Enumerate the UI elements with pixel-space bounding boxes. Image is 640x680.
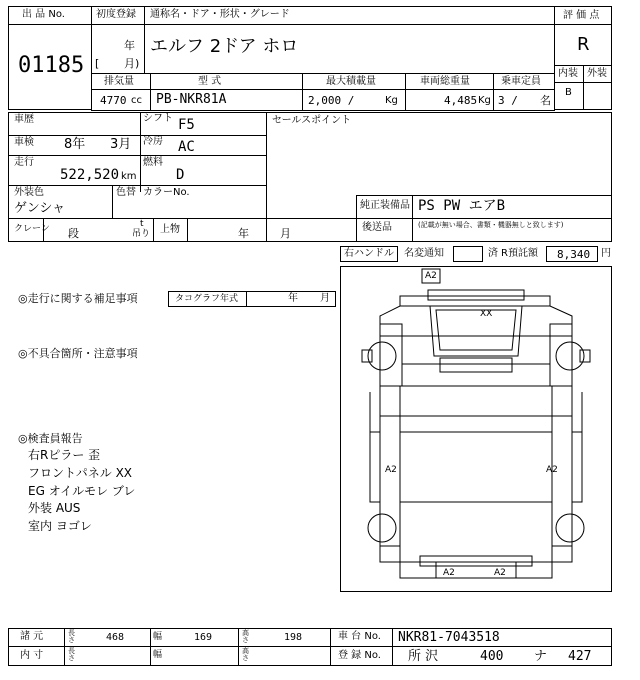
damage-mark: A2: [443, 568, 455, 578]
inspector-line: 右Rピラー 歪: [28, 448, 101, 462]
divider: [583, 65, 584, 110]
interior-score: B: [565, 87, 572, 98]
exterior-color-label: 外装色: [14, 187, 44, 198]
divider: [392, 628, 393, 666]
capacity-unit: 名: [540, 94, 551, 107]
width-value: 169: [194, 632, 213, 643]
inner-height-label: 高さ: [242, 647, 249, 663]
divider: [153, 218, 154, 242]
dimensions-table: [8, 628, 612, 666]
capacity-label: 乗車定員: [501, 76, 541, 87]
hoist-label: 上物: [160, 224, 180, 235]
divider: [330, 628, 331, 666]
rating-value: R: [577, 34, 590, 55]
divider: [246, 291, 247, 307]
damage-mark: XX: [480, 309, 493, 319]
max-load-label: 最大積載量: [326, 76, 376, 87]
divider: [112, 185, 113, 218]
hoist-month: 月: [280, 227, 291, 240]
equipment: PS PW エアB: [418, 198, 506, 214]
height-value: 198: [284, 632, 303, 643]
tachograph-month: 月: [320, 293, 330, 304]
inspection-month: 3月: [110, 137, 132, 152]
damage-mark: A2: [425, 271, 437, 281]
divider: [8, 646, 612, 647]
divider: [8, 185, 266, 186]
fuel-label: 燃料: [143, 157, 163, 168]
inspector-line: 外装 AUS: [28, 501, 81, 515]
fuel-value: D: [176, 167, 185, 183]
shift-label: シフト: [143, 113, 173, 124]
divider: [356, 195, 357, 242]
registration-class: 400: [480, 649, 504, 664]
month-label: 月): [124, 57, 140, 70]
capacity: 3 /: [498, 94, 518, 107]
registration-label: 登 録 No.: [338, 650, 381, 661]
crane-ton-t: t: [140, 219, 144, 229]
max-load-unit: Kg: [385, 95, 398, 106]
name-change-box: [453, 246, 483, 262]
car-name-label: 通称名・ドア・形状・グレード: [150, 9, 290, 20]
inner-length-label: 長さ: [68, 647, 75, 663]
divider: [8, 155, 266, 156]
hoist-year: 年: [238, 227, 249, 240]
warranty-label: 後送品: [362, 222, 392, 233]
total-weight: 4,485: [444, 94, 478, 107]
month-open: [: [95, 57, 100, 70]
divider: [43, 218, 44, 242]
crane-label: クレーン: [14, 224, 50, 234]
damage-mark: A2: [546, 465, 558, 475]
recycle-label: R預託額: [501, 248, 538, 259]
total-weight-label: 車両総重量: [420, 76, 470, 87]
divider: [238, 628, 239, 666]
divider: [140, 112, 141, 192]
divider: [187, 218, 188, 242]
divider: [64, 628, 65, 666]
displacement-unit: cc: [131, 95, 142, 106]
color-change-label: 色替: [116, 187, 136, 198]
displacement-label: 排気量: [104, 76, 134, 87]
first-registration-label: 初度登録: [96, 9, 136, 20]
inner-dimensions-label: 内 寸: [20, 650, 44, 661]
crane-stage: 段: [68, 227, 79, 240]
inspector-line: EG オイルモレ ブレ: [28, 484, 136, 498]
warranty-note: (記載が無い場合、書類・機器無しと致します): [418, 221, 564, 229]
inspection-label: 車検: [14, 137, 34, 148]
defects-label: ◎不具合箇所・注意事項: [18, 347, 138, 360]
registration-kana: ナ: [534, 649, 548, 664]
inspector-label: ◎検査員報告: [18, 432, 83, 445]
length-label: 長さ: [68, 629, 75, 645]
inspection-year: 8年: [64, 137, 86, 152]
length-value: 468: [106, 632, 125, 643]
tachograph-label: タコグラフ年式: [175, 294, 239, 304]
registration-number: 427: [568, 649, 592, 664]
divider: [91, 89, 555, 90]
right-hand-label: 右ハンドル: [344, 248, 394, 259]
color-number-label: カラーNo.: [143, 187, 190, 198]
max-load: 2,000 /: [308, 94, 355, 107]
car-name: エルフ 2ドア ホロ: [150, 36, 299, 57]
damage-mark: A2: [494, 568, 506, 578]
divider: [150, 628, 151, 666]
mileage-unit: km: [121, 171, 137, 182]
divider: [266, 112, 267, 242]
registration-place: 所 沢: [408, 649, 439, 664]
model: PB-NKR81A: [156, 92, 227, 107]
interior-label: 内装: [558, 68, 578, 79]
name-change-label: 名変通知: [404, 248, 444, 259]
inspector-line: 室内 ヨゴレ: [28, 519, 92, 533]
rating-label: 評 価 点: [563, 10, 600, 21]
divider: [356, 195, 612, 196]
divider: [150, 73, 151, 111]
chassis-label: 車 台 No.: [338, 631, 381, 642]
deposit-label: 済: [488, 248, 498, 259]
divider: [493, 73, 494, 111]
inner-width-label: 幅: [153, 650, 163, 660]
supplement-label: ◎走行に関する補足事項: [18, 292, 138, 305]
recycle-unit: 円: [601, 248, 611, 259]
divider: [412, 195, 413, 242]
history-label: 車歴: [14, 114, 34, 125]
divider: [144, 6, 145, 24]
divider: [8, 218, 612, 219]
divider: [8, 24, 92, 25]
mileage-label: 走行: [14, 157, 34, 168]
divider: [8, 135, 266, 136]
tachograph-year: 年: [288, 293, 298, 304]
exterior-label: 外装: [587, 68, 607, 79]
mileage-value: 522,520: [60, 167, 120, 183]
crane-ton: 吊り: [132, 229, 151, 239]
model-label: 型 式: [198, 76, 222, 87]
width-label: 幅: [153, 632, 163, 642]
divider: [405, 73, 406, 111]
sales-point-label: セールスポイント: [272, 115, 352, 126]
height-label: 高さ: [242, 629, 249, 645]
ac-label: 冷房: [143, 136, 163, 147]
year-label: 年: [124, 39, 135, 52]
divider: [144, 24, 145, 74]
divider: [554, 24, 612, 25]
divider: [554, 82, 612, 83]
ac-value: AC: [178, 139, 195, 155]
recycle-amount: 8,340: [557, 248, 591, 261]
equipment-label: 純正装備品: [360, 200, 410, 211]
dimensions-label: 諸 元: [20, 631, 44, 642]
exterior-color: ゲンシャ: [14, 201, 66, 216]
damage-mark: A2: [385, 465, 397, 475]
chassis-number: NKR81-7043518: [398, 630, 500, 645]
total-weight-unit: Kg: [478, 95, 491, 106]
divider: [91, 24, 555, 25]
divider: [302, 73, 303, 111]
lot-number-label: 出 品 No.: [22, 9, 65, 20]
lot-number: 01185: [18, 53, 85, 78]
truck-diagram: [340, 266, 612, 592]
displacement: 4770: [100, 94, 127, 107]
inspector-line: フロントパネル XX: [28, 466, 133, 480]
shift-value: F5: [178, 117, 195, 133]
